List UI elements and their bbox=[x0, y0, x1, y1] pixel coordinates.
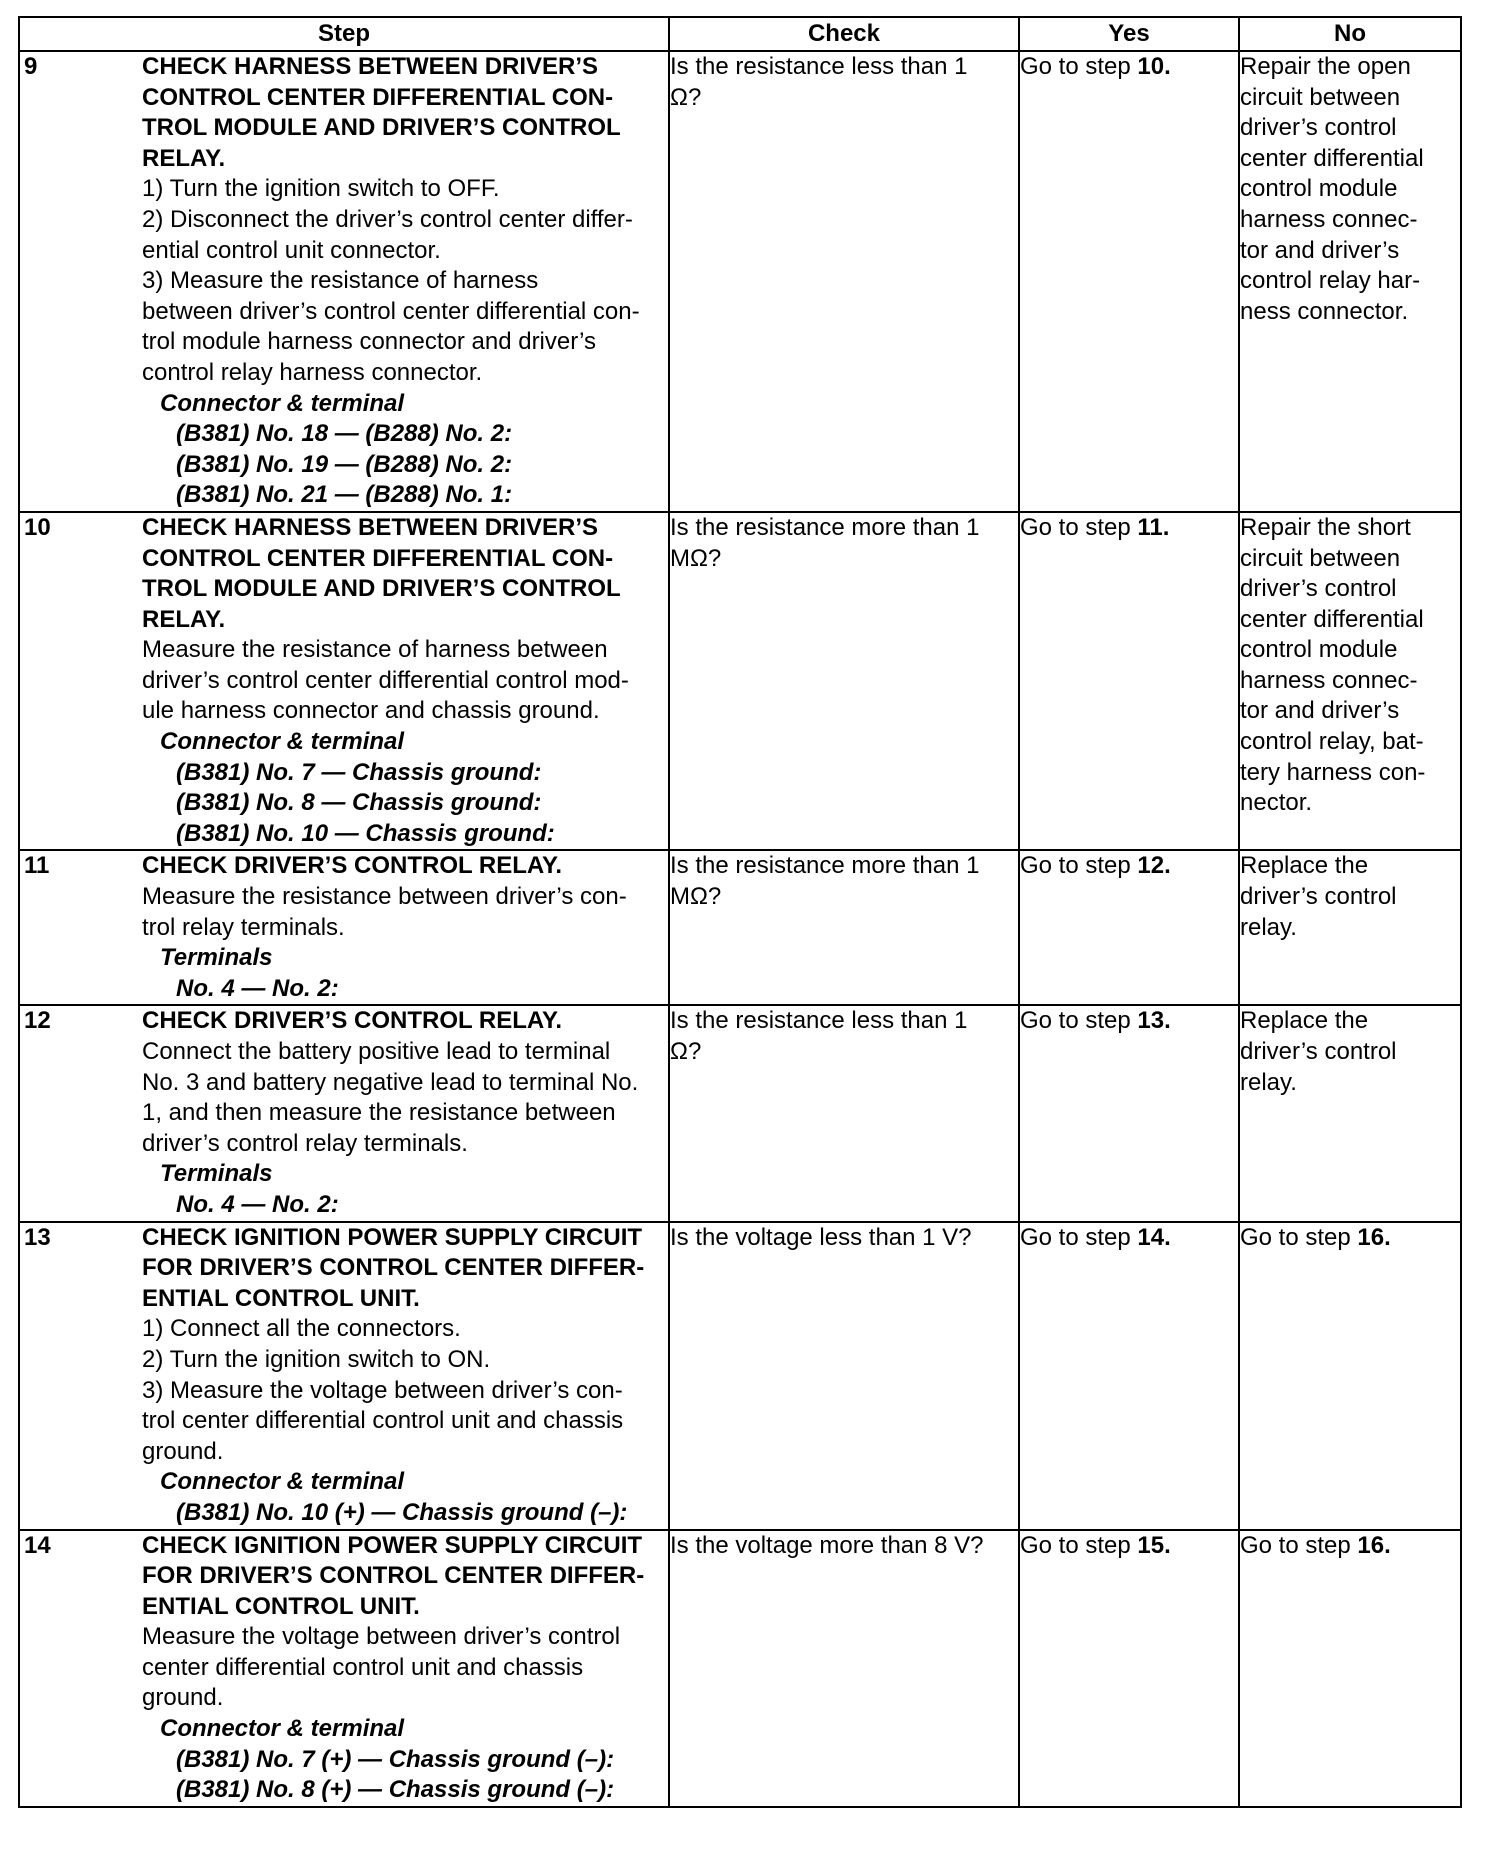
no-cell bbox=[1239, 512, 1461, 851]
yes-action-prefix: Go to step bbox=[1020, 1531, 1138, 1559]
step-cell bbox=[19, 512, 669, 851]
terminal-spec: (B381) No. 7 (+) — Chassis ground (–): bbox=[176, 1745, 615, 1773]
no-action-line: relay. bbox=[1240, 913, 1297, 941]
no-action-line: harness connec- bbox=[1240, 205, 1418, 233]
step-instruction-line: Measure the resistance between driver’s con- bbox=[142, 883, 627, 911]
table-row bbox=[19, 1005, 1461, 1221]
step-subheading: Connector & terminal bbox=[160, 389, 405, 417]
yes-cell bbox=[1019, 1222, 1239, 1530]
yes-cell bbox=[1019, 1005, 1239, 1221]
step-instruction-line: driver’s control relay terminals. bbox=[142, 1129, 468, 1157]
yes-action-prefix: Go to step bbox=[1020, 1007, 1138, 1035]
no-action-line: Repair the open bbox=[1240, 53, 1411, 80]
check-cell bbox=[669, 850, 1019, 1005]
no-action-line: driver’s control bbox=[1240, 883, 1397, 911]
step-instruction-line: ule harness connector and chassis ground. bbox=[142, 697, 600, 725]
step-number: 9 bbox=[24, 53, 38, 80]
check-question-line: Ω? bbox=[670, 1038, 702, 1065]
yes-action bbox=[1020, 851, 1238, 882]
step-instruction-line: 3) Measure the voltage between driver’s con- bbox=[142, 1376, 623, 1404]
no-action bbox=[1240, 1223, 1460, 1254]
step-content bbox=[20, 1223, 668, 1529]
step-instruction-line: 1) Connect all the connectors. bbox=[142, 1315, 461, 1343]
step-title-line: CHECK IGNITION POWER SUPPLY CIRCUIT bbox=[142, 1531, 643, 1559]
step-number: 13 bbox=[24, 1223, 51, 1251]
terminal-spec: (B381) No. 8 (+) — Chassis ground (–): bbox=[176, 1776, 615, 1804]
step-instruction-line: ential control unit connector. bbox=[142, 236, 441, 264]
step-instruction-line: control relay harness connector. bbox=[142, 358, 483, 386]
yes-cell bbox=[1019, 51, 1239, 512]
step-number: 12 bbox=[24, 1007, 51, 1035]
terminal-spec: (B381) No. 10 (+) — Chassis ground (–): bbox=[176, 1498, 628, 1526]
step-title-line: FOR DRIVER’S CONTROL CENTER DIFFER- bbox=[142, 1562, 645, 1590]
no-action-line: tor and driver’s bbox=[1240, 697, 1400, 725]
yes-action-prefix: Go to step bbox=[1020, 53, 1138, 80]
no-action-line: Repair the short bbox=[1240, 513, 1411, 541]
no-action-line: tor and driver’s bbox=[1240, 236, 1400, 264]
step-instruction-line: trol relay terminals. bbox=[142, 913, 345, 941]
check-question-line: MΩ? bbox=[670, 544, 722, 572]
yes-action-prefix: Go to step bbox=[1020, 852, 1138, 880]
step-cell bbox=[19, 1222, 669, 1530]
yes-cell bbox=[1019, 1530, 1239, 1807]
step-instruction-line: trol center differential control unit and chassis bbox=[142, 1407, 624, 1435]
check-question-line: Is the voltage less than 1 V? bbox=[670, 1223, 972, 1251]
no-action-line: nector. bbox=[1240, 789, 1313, 817]
step-content bbox=[20, 1006, 668, 1220]
step-title-line: CHECK DRIVER’S CONTROL RELAY. bbox=[142, 852, 563, 880]
step-title-line: TROL MODULE AND DRIVER’S CONTROL bbox=[142, 575, 621, 603]
step-instruction-line: 1) Turn the ignition switch to OFF. bbox=[142, 175, 500, 203]
step-title-line: CHECK HARNESS BETWEEN DRIVER’S bbox=[142, 53, 599, 80]
step-instruction-line: ground. bbox=[142, 1684, 224, 1712]
step-instruction-line: Measure the resistance of harness between bbox=[142, 636, 608, 664]
step-instruction-line: 2) Turn the ignition switch to ON. bbox=[142, 1345, 491, 1373]
step-instruction-line: trol module harness connector and driver’s bbox=[142, 328, 597, 356]
no-step-number: 16. bbox=[1357, 1531, 1391, 1559]
table-row bbox=[19, 512, 1461, 851]
check-cell bbox=[669, 1005, 1019, 1221]
check-question-line: Is the resistance less than 1 bbox=[670, 53, 968, 80]
no-action-prefix: Go to step bbox=[1240, 1531, 1358, 1559]
yes-step-number: 13. bbox=[1137, 1007, 1171, 1035]
table-row bbox=[19, 1222, 1461, 1530]
check-cell bbox=[669, 51, 1019, 512]
no-action-line: circuit between bbox=[1240, 544, 1401, 572]
check-question-line: Is the voltage more than 8 V? bbox=[670, 1531, 984, 1559]
no-action-prefix: Go to step bbox=[1240, 1223, 1358, 1251]
step-subheading: Connector & terminal bbox=[160, 728, 405, 756]
step-content bbox=[20, 1531, 668, 1806]
header-no: No bbox=[1239, 17, 1461, 51]
step-body bbox=[142, 1006, 668, 1220]
yes-cell bbox=[1019, 512, 1239, 851]
step-instruction-line: 1, and then measure the resistance between bbox=[142, 1099, 616, 1127]
header-yes: Yes bbox=[1019, 17, 1239, 51]
table-row bbox=[19, 1530, 1461, 1807]
table-row bbox=[19, 850, 1461, 1005]
step-cell bbox=[19, 1005, 669, 1221]
no-action-line: Replace the bbox=[1240, 1007, 1369, 1035]
terminal-spec: (B381) No. 18 — (B288) No. 2: bbox=[176, 420, 513, 448]
no-cell bbox=[1239, 1530, 1461, 1807]
step-subheading: Terminals bbox=[160, 1160, 273, 1188]
check-cell bbox=[669, 1530, 1019, 1807]
no-action-line: control module bbox=[1240, 636, 1398, 664]
step-instruction-line: between driver’s control center differential con- bbox=[142, 297, 640, 325]
yes-step-number: 14. bbox=[1137, 1223, 1171, 1251]
yes-step-number: 11. bbox=[1137, 513, 1170, 541]
step-instruction-line: 2) Disconnect the driver’s control center differ- bbox=[142, 205, 633, 233]
no-cell bbox=[1239, 850, 1461, 1005]
yes-action bbox=[1020, 1006, 1238, 1037]
step-title-line: CONTROL CENTER DIFFERENTIAL CON- bbox=[142, 544, 614, 572]
step-cell bbox=[19, 51, 669, 512]
terminal-spec: No. 4 — No. 2: bbox=[176, 1190, 339, 1218]
check-question-line: MΩ? bbox=[670, 883, 722, 911]
no-action bbox=[1240, 1531, 1460, 1562]
step-body bbox=[142, 1223, 668, 1529]
step-body bbox=[142, 851, 668, 1004]
terminal-spec: (B381) No. 8 — Chassis ground: bbox=[176, 789, 542, 817]
step-cell bbox=[19, 850, 669, 1005]
no-action-line: harness connec- bbox=[1240, 666, 1418, 694]
check-cell bbox=[669, 512, 1019, 851]
yes-step-number: 12. bbox=[1137, 852, 1171, 880]
no-action-line: driver’s control bbox=[1240, 1038, 1397, 1065]
check-question-line: Is the resistance more than 1 bbox=[670, 513, 980, 541]
step-content bbox=[20, 52, 668, 511]
step-title-line: RELAY. bbox=[142, 144, 226, 172]
step-number: 11 bbox=[24, 852, 50, 880]
step-content bbox=[20, 513, 668, 850]
step-body bbox=[142, 1531, 668, 1806]
step-title-line: CHECK IGNITION POWER SUPPLY CIRCUIT bbox=[142, 1223, 643, 1251]
no-cell bbox=[1239, 51, 1461, 512]
no-action-line: driver’s control bbox=[1240, 114, 1397, 142]
step-instruction-line: driver’s control center differential control mod- bbox=[142, 666, 629, 694]
step-cell bbox=[19, 1530, 669, 1807]
yes-action bbox=[1020, 52, 1238, 83]
step-subheading: Connector & terminal bbox=[160, 1715, 405, 1743]
yes-action-prefix: Go to step bbox=[1020, 513, 1138, 541]
yes-cell bbox=[1019, 850, 1239, 1005]
step-instruction-line: Measure the voltage between driver’s control bbox=[142, 1623, 621, 1651]
yes-step-number: 10. bbox=[1137, 53, 1171, 80]
check-question-line: Is the resistance less than 1 bbox=[670, 1007, 968, 1035]
header-step: Step bbox=[19, 17, 669, 51]
step-title-line: RELAY. bbox=[142, 605, 226, 633]
step-content bbox=[20, 851, 668, 1004]
no-step-number: 16. bbox=[1357, 1223, 1391, 1251]
terminal-spec: (B381) No. 10 — Chassis ground: bbox=[176, 819, 555, 847]
step-subheading: Terminals bbox=[160, 944, 273, 972]
no-action-line: control relay har- bbox=[1240, 267, 1421, 295]
step-subheading: Connector & terminal bbox=[160, 1468, 405, 1496]
no-action-line: center differential bbox=[1240, 144, 1424, 172]
yes-action bbox=[1020, 513, 1238, 544]
check-question-line: Ω? bbox=[670, 83, 702, 111]
step-body bbox=[142, 52, 668, 511]
yes-action-prefix: Go to step bbox=[1020, 1223, 1138, 1251]
no-action-line: control relay, bat- bbox=[1240, 728, 1424, 756]
terminal-spec: (B381) No. 19 — (B288) No. 2: bbox=[176, 450, 513, 478]
no-action-line: relay. bbox=[1240, 1068, 1297, 1096]
no-action-line: driver’s control bbox=[1240, 575, 1397, 603]
no-action-line: tery harness con- bbox=[1240, 758, 1426, 786]
no-action-line: circuit between bbox=[1240, 83, 1401, 111]
step-number: 10 bbox=[24, 513, 51, 541]
step-instruction-line: ground. bbox=[142, 1437, 224, 1465]
check-question-line: Is the resistance more than 1 bbox=[670, 852, 980, 880]
step-title-line: CONTROL CENTER DIFFERENTIAL CON- bbox=[142, 83, 614, 111]
step-title-line: CHECK HARNESS BETWEEN DRIVER’S bbox=[142, 513, 599, 541]
no-action-line: center differential bbox=[1240, 605, 1424, 633]
step-title-line: TROL MODULE AND DRIVER’S CONTROL bbox=[142, 114, 621, 142]
yes-action bbox=[1020, 1531, 1238, 1562]
no-action-line: ness connector. bbox=[1240, 297, 1409, 325]
step-number: 14 bbox=[24, 1531, 51, 1559]
table-row bbox=[19, 51, 1461, 512]
yes-action bbox=[1020, 1223, 1238, 1254]
terminal-spec: (B381) No. 7 — Chassis ground: bbox=[176, 758, 542, 786]
terminal-spec: No. 4 — No. 2: bbox=[176, 974, 339, 1002]
no-cell bbox=[1239, 1222, 1461, 1530]
diagnostic-procedure-table bbox=[18, 16, 1462, 1808]
terminal-spec: (B381) No. 21 — (B288) No. 1: bbox=[176, 481, 513, 509]
table-header-row bbox=[19, 17, 1461, 51]
step-instruction-line: No. 3 and battery negative lead to terminal No. bbox=[142, 1068, 639, 1096]
step-title-line: CHECK DRIVER’S CONTROL RELAY. bbox=[142, 1007, 563, 1035]
yes-step-number: 15. bbox=[1137, 1531, 1171, 1559]
step-title-line: FOR DRIVER’S CONTROL CENTER DIFFER- bbox=[142, 1254, 645, 1282]
header-check: Check bbox=[669, 17, 1019, 51]
no-cell bbox=[1239, 1005, 1461, 1221]
step-instruction-line: 3) Measure the resistance of harness bbox=[142, 267, 539, 295]
step-instruction-line: center differential control unit and chassis bbox=[142, 1653, 584, 1681]
step-instruction-line: Connect the battery positive lead to terminal bbox=[142, 1038, 611, 1065]
step-title-line: ENTIAL CONTROL UNIT. bbox=[142, 1284, 420, 1312]
no-action-line: Replace the bbox=[1240, 852, 1369, 880]
step-title-line: ENTIAL CONTROL UNIT. bbox=[142, 1592, 420, 1620]
check-cell bbox=[669, 1222, 1019, 1530]
step-body bbox=[142, 513, 668, 850]
no-action-line: control module bbox=[1240, 175, 1398, 203]
